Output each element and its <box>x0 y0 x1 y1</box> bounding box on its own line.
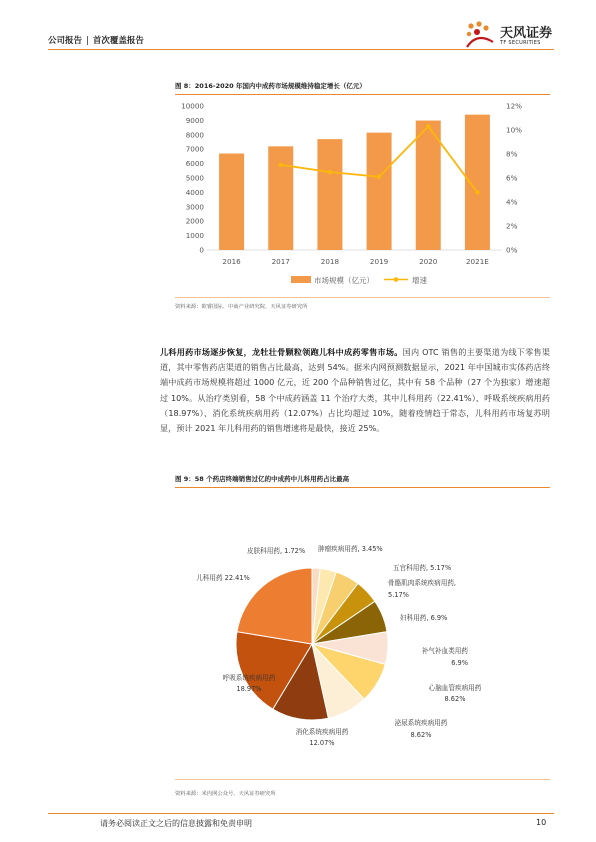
x-tick-label: 2017 <box>271 257 290 266</box>
x-tick-label: 2016 <box>222 257 241 266</box>
figure8-top-rule <box>175 94 550 95</box>
legend-line-marker <box>394 277 399 282</box>
growth-point <box>475 190 480 195</box>
x-tick-label: 2021E <box>465 257 489 266</box>
y2-tick-label: 12% <box>506 101 522 111</box>
pie-label-8: 消化系统疾病用药 <box>295 728 349 736</box>
figure9-chart <box>175 490 550 775</box>
y2-tick-label: 6% <box>506 173 518 183</box>
header-divider <box>48 49 554 50</box>
pie-label-10: 儿科用药 22.41% <box>196 574 250 582</box>
logo-text-en: TF SECURITIES <box>500 40 541 46</box>
bar-2017 <box>268 146 293 250</box>
figure9-top-rule <box>175 487 550 488</box>
y2-tick-label: 0% <box>506 245 518 255</box>
y-tick-label: 8000 <box>185 130 204 140</box>
pie-label-7: 泌尿系统疾病用药 <box>394 719 448 727</box>
pie-label-8-value: 12.07% <box>309 739 335 747</box>
footer-divider <box>48 813 554 814</box>
growth-point <box>426 124 431 129</box>
figure8-title: 图 8：2016-2020 年国内中成药市场规模维持稳定增长（亿元） <box>175 82 366 90</box>
y-tick-label: 9000 <box>185 115 204 125</box>
pie-label-5-value: 6.9% <box>451 659 468 667</box>
pie-label-3-value: 5.17% <box>388 591 409 599</box>
page-number: 10 <box>536 818 547 827</box>
figure9-source: 资料来源：米内网公众号、天风证券研究所 <box>175 791 276 797</box>
y-tick-label: 6000 <box>185 159 204 169</box>
y-tick-label: 5000 <box>185 173 204 183</box>
pie-label-5: 补气补血类用药 <box>421 647 468 655</box>
figure9-title: 图 9：58 个药店终端销售过亿的中成药中儿科用药占比最高 <box>175 475 350 483</box>
y-tick-label: 4000 <box>185 187 204 197</box>
legend-line-label: 增速 <box>412 276 427 285</box>
pie-label-6-value: 8.62% <box>444 695 466 703</box>
figure9-bottom-rule <box>175 779 550 780</box>
growth-point <box>377 175 382 180</box>
bar-2016 <box>219 154 244 250</box>
x-tick-label: 2018 <box>320 257 340 266</box>
growth-point <box>278 163 283 168</box>
pie-label-6: 心脑血管疾病用药 <box>428 684 482 692</box>
pie-label-1: 肿瘤疾病用药, 3.45% <box>318 545 383 553</box>
y2-tick-label: 4% <box>506 197 518 207</box>
y-tick-label: 2000 <box>185 216 204 226</box>
legend-bar-swatch <box>291 276 311 283</box>
pie-label-0: 皮肤科用药, 1.72% <box>247 547 306 555</box>
x-tick-label: 2020 <box>419 257 438 266</box>
y-tick-label: 10000 <box>181 101 204 111</box>
y-tick-label: 1000 <box>185 231 204 241</box>
pie-label-9-value: 18.97% <box>236 685 262 693</box>
header-separator: | <box>86 36 89 46</box>
logo-text-cn: 天风证券 <box>500 26 553 41</box>
report-subtype: 首次覆盖报告 <box>92 36 144 46</box>
y2-tick-label: 10% <box>506 125 522 135</box>
pie-label-4: 妇科用药, 6.9% <box>400 614 448 622</box>
footer-disclaimer: 请务必阅读正文之后的信息披露和免责申明 <box>100 819 252 828</box>
pie-label-3: 骨骼肌肉系统疾病用药, <box>388 579 457 587</box>
pie-label-9: 呼吸系统疾病用药 <box>222 674 276 682</box>
y-tick-label: 7000 <box>185 144 204 154</box>
body-paragraph <box>160 345 550 436</box>
figure8-chart <box>170 96 550 294</box>
figure8-bottom-rule <box>175 297 550 298</box>
bar-2020 <box>416 121 441 250</box>
x-tick-label: 2019 <box>369 257 389 266</box>
bar-2019 <box>367 133 392 250</box>
paragraph-lead: 儿科用药市场逐步恢复，龙牡壮骨颗粒领跑儿科中成药零售市场。 <box>160 347 403 357</box>
y-tick-label: 3000 <box>185 202 204 212</box>
chart-legend <box>291 275 427 285</box>
bar-2021E <box>465 115 490 250</box>
pie-label-2: 五官科用药, 5.17% <box>393 564 452 572</box>
y-tick-label: 0 <box>199 245 204 255</box>
paragraph-text: 国内 OTC 销售的主要渠道为线下零售渠道，其中零售药店渠道的销售占比最高，达到 54%。据米内网预测数据显示，2021 年中国城市实体药店终端中成药市场规模将超过 1000 亿元，近 200 个品种销售过亿，其中有 58 个品种（27 个为独家）增速超过 10%。从治疗类别看，58 个中成药涵盖 11 个治疗大类，其中儿科用药（22.41%）、呼吸系统疾病用药（18.97%）、消化系统疾病用药（12.07%）占比均超过 10%，随着疫情趋于常态，儿科用药市场复苏明显，预计 2021 年儿科用药的销售增速将是最快，接近 25%。 <box>160 347 550 434</box>
report-type: 公司报告 <box>48 36 83 46</box>
y2-tick-label: 2% <box>506 221 518 231</box>
report-header <box>48 34 144 46</box>
figure8-source: 资料来源：欧睿国际、中商产业研究院、天风证券研究所 <box>175 304 308 310</box>
pie-label-7-value: 8.62% <box>410 731 432 739</box>
growth-point <box>328 170 333 175</box>
bar-2018 <box>317 139 342 250</box>
legend-bar-label: 市场规模（亿元） <box>314 276 374 285</box>
y2-tick-label: 8% <box>506 149 518 159</box>
